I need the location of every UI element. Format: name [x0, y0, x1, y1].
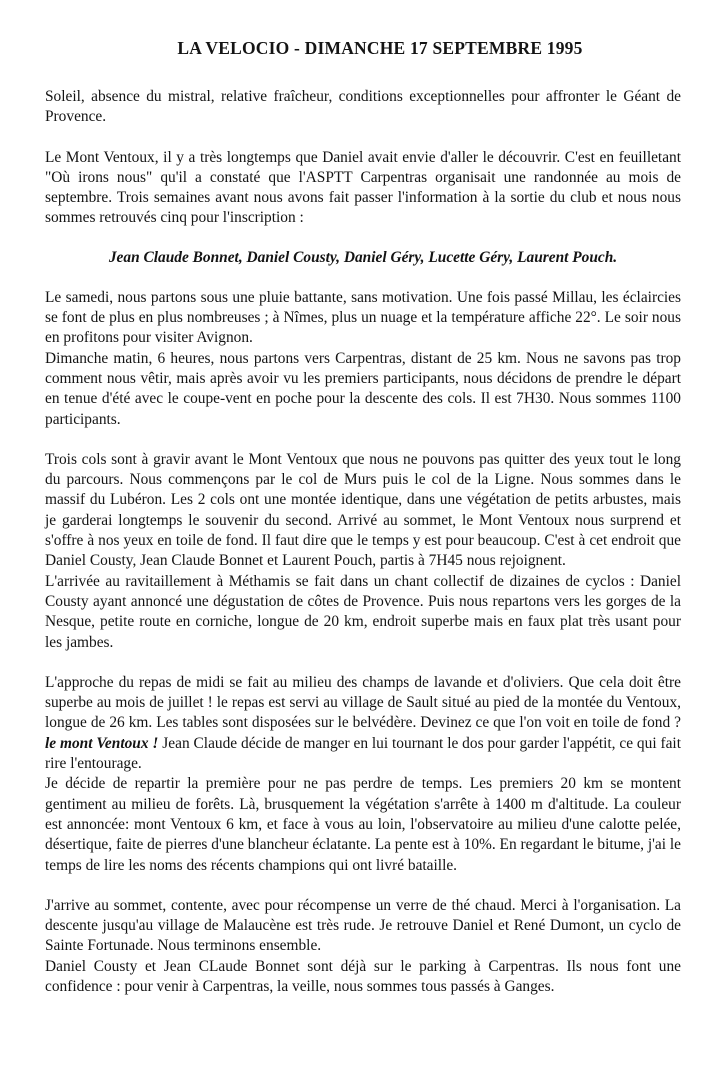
paragraph-lunch [45, 673, 681, 774]
lunch-text-emphasis: le mont Ventoux ! [45, 734, 159, 752]
lunch-text-end: Jean Claude décide de manger en lui tournant le dos pour garder l'appétit, ce qui fait rire l'entourage. [45, 734, 681, 773]
section-cols [45, 450, 681, 653]
paragraph-climb: Je décide de repartir la première pour ne pas perdre de temps. Les premiers 20 km se montent gentiment au milieu de forêts. Là, brusquement la végétation s'arrête à 1400 m d'altitude. La couleur est annoncée: mont Ventoux 6 km, et face à vous au loin, l'observatoire au milieu d'une calotte pelée, désertique, faite de pierres d'une blancheur éclatante. La pente est à 10%. En regardant le bitume, j'ai le temps de lire les noms des récents champions qui ont livré bataille. [45, 775, 681, 874]
section-lunch-climb [45, 673, 681, 876]
paragraph-methamis: L'arrivée au ravitaillement à Méthamis se fait dans un chant collectif de dizaines de cyclos : Daniel Cousty ayant annoncé une dégustation de côtes de Provence. Puis nous repartons vers les gorges de la Nesque, petite route en corniche, longue de 20 km, endroit superbe mais en faux plat très usant pour les jambes. [45, 572, 681, 651]
participant-names: Jean Claude Bonnet, Daniel Cousty, Daniel Géry, Lucette Géry, Laurent Pouch. [108, 248, 618, 266]
section-trip [45, 288, 681, 430]
paragraph-summit: J'arrive au sommet, contente, avec pour récompense un verre de thé chaud. Merci à l'organisation. La descente jusqu'au village de Malaucène est très rude. Je retrouve Daniel et René Dumont, un cyclo de Sainte Fortunade. Nous terminons ensemble. [45, 896, 681, 955]
paragraph-carpentras: Daniel Cousty et Jean CLaude Bonnet sont déjà sur le parking à Carpentras. Ils nous font une confidence : pour venir à Carpentras, la veille, nous sommes tous passés à Ganges. [45, 957, 681, 995]
document-page [45, 38, 681, 997]
paragraph-intro: Soleil, absence du mistral, relative fraîcheur, conditions exceptionnelles pour affronter le Géant de Provence. [45, 88, 681, 126]
paragraph-saturday: Le samedi, nous partons sous une pluie battante, sans motivation. Une fois passé Millau, les éclaircies se font de plus en plus nombreuses ; à Nîmes, plus un nuage et la température affiche 22°. Le soir nous en profitons pour visiter Avignon. [45, 288, 681, 347]
paragraph-ventoux-discovery: Le Mont Ventoux, il y a très longtemps que Daniel avait envie d'aller le découvrir. C'est en feuilletant "Où irons nous" qu'il a constaté que l'ASPTT Carpentras organisait une randonnée au mois de septembre. Trois semaines avant nous avons fait passer l'information à la sortie du club et nous nous sommes retrouvés cinq pour l'inscription : [45, 148, 681, 227]
lunch-text-start: L'approche du repas de midi se fait au milieu des champs de lavande et d'oliviers. Que cela doit être superbe au mois de juillet ! le repas est servi au village de Sault situé au pied de la montée du Ventoux, longue de 26 km. Les tables sont disposées sur le belvédère. Devinez ce que l'on voit en toile de fond ? [45, 673, 681, 732]
section-summit [45, 896, 681, 997]
paragraph-sunday-start: Dimanche matin, 6 heures, nous partons vers Carpentras, distant de 25 km. Nous ne savons pas trop comment nous vêtir, mais après avoir vu les premiers participants, nous décidons de prendre le départ en tenue d'été avec le coupe-vent en poche pour la descente des cols. Il est 7H30. Nous sommes 1100 participants. [45, 349, 681, 428]
paragraph-three-cols: Trois cols sont à gravir avant le Mont Ventoux que nous ne pouvons pas quitter des yeux tout le long du parcours. Nous commençons par le col de Murs puis le col de la Ligne. Nous sommes dans le massif du Lubéron. Les 2 cols ont une montée identique, dans une végétation de petits arbustes, mais je garderai longtemps le souvenir du second. Arrivé au sommet, le Mont Ventoux nous surprend et s'offre à nos yeux en toile de fond. Il faut dire que le temps y est pour beaucoup. C'est à cet endroit que Daniel Cousty, Jean Claude Bonnet et Laurent Pouch, partis à 7H45 nous rejoignent. [45, 450, 681, 570]
document-title: LA VELOCIO - DIMANCHE 17 SEPTEMBRE 1995 [177, 38, 583, 58]
